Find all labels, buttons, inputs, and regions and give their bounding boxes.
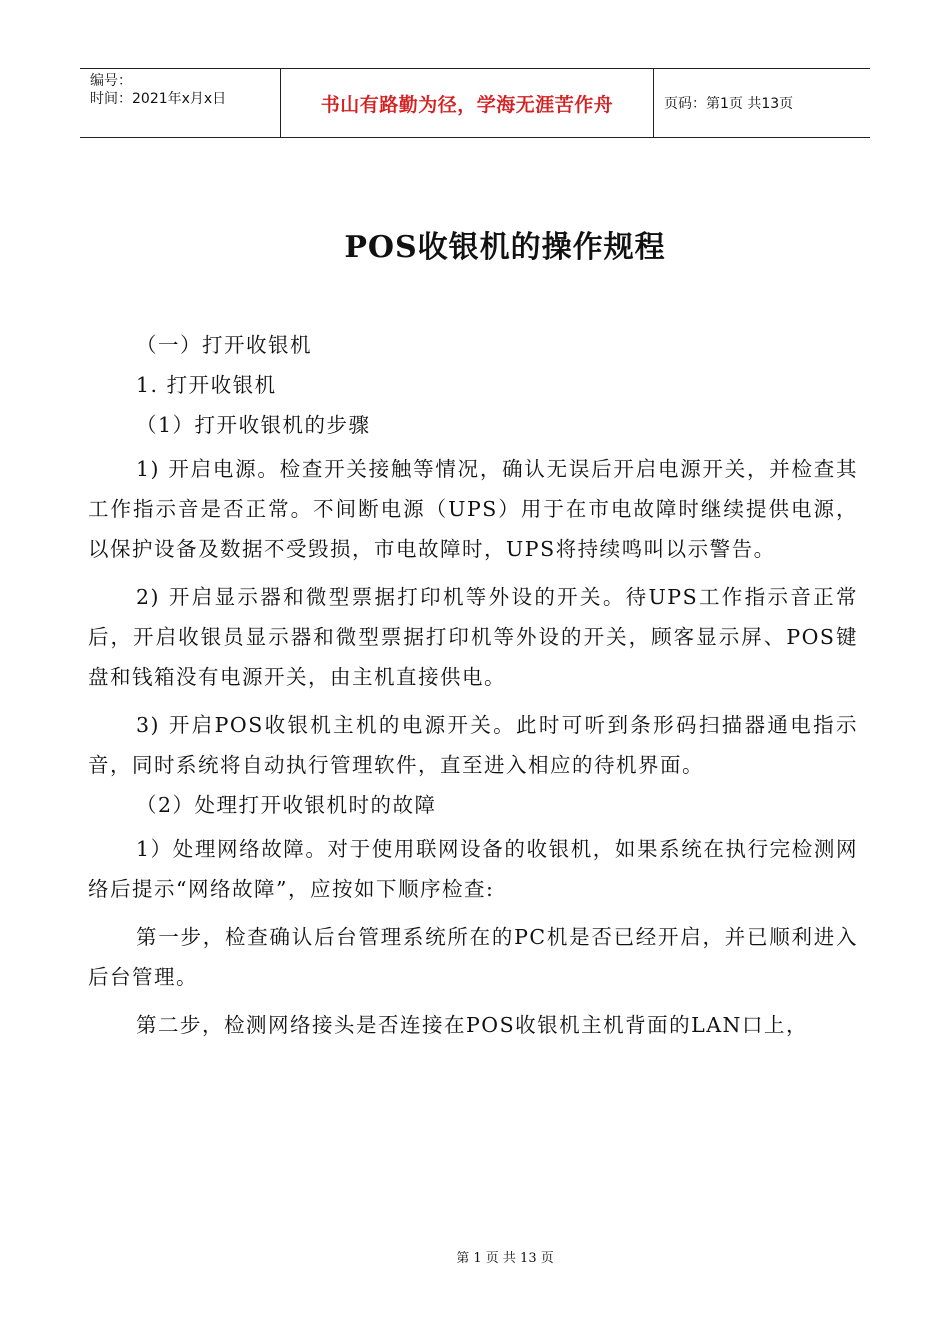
paragraph: 1）处理网络故障。对于使用联网设备的收银机，如果系统在执行完检测网络后提示“网络故障”，应按如下顺序检查: xyxy=(88,837,858,901)
header-motto: 书山有路勤为径，学海无涯苦作舟 xyxy=(280,69,654,137)
header-page-info: 页码：第1页 共13页 xyxy=(664,96,794,112)
time-label: 时间：2021年x月x日 xyxy=(90,91,227,107)
paragraph: 1) 开启电源。检查开关接触等情况，确认无误后开启电源开关，并检查其工作指示音是否正常。不间断电源（UPS）用于在市电故障时继续提供电源，以保护设备及数据不受毁损，市电故障时，UPS将持续鸣叫以示警告。 xyxy=(88,457,858,561)
document-body xyxy=(88,325,858,1053)
document-title: POS收银机的操作规程 xyxy=(344,230,666,265)
number-label: 编号： xyxy=(90,73,132,89)
document-header xyxy=(80,68,870,138)
subsection-heading: （1）打开收银机的步骤 xyxy=(136,413,371,437)
header-meta xyxy=(80,69,280,137)
paragraph: 3) 开启POS收银机主机的电源开关。此时可听到条形码扫描器通电指示音，同时系统将自动执行管理软件，直至进入相应的待机界面。 xyxy=(88,713,858,777)
paragraph: 2) 开启显示器和微型票据打印机等外设的开关。待UPS工作指示音正常后，开启收银员显示器和微型票据打印机等外设的开关，顾客显示屏、POS键盘和钱箱没有电源开关，由主机直接供电。 xyxy=(88,585,858,689)
paragraph: 第一步，检查确认后台管理系统所在的PC机是否已经开启，并已顺利进入后台管理。 xyxy=(88,925,858,989)
paragraph: 第二步，检测网络接头是否连接在POS收银机主机背面的LAN口上， xyxy=(136,1013,808,1037)
section-heading: （一）打开收银机 xyxy=(136,333,312,357)
page-footer: 第 1 页 共 13 页 xyxy=(456,1251,554,1266)
subsection-heading: 1. 打开收银机 xyxy=(136,373,277,397)
subsection-heading: （2）处理打开收银机时的故障 xyxy=(136,793,437,817)
